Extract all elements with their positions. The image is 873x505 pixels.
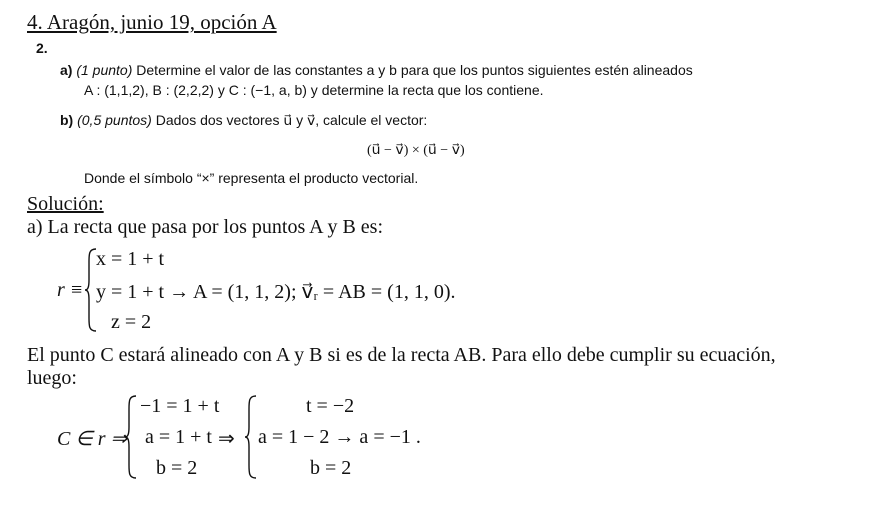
left-brace-icon bbox=[124, 395, 138, 479]
part-b-formula: (u⃗ − v⃗) × (u⃗ − v⃗) bbox=[367, 143, 465, 158]
solution-intro: a) La recta que pasa por los puntos A y B es: bbox=[27, 216, 384, 238]
page-title: 4. Aragón, junio 19, opción A bbox=[27, 10, 277, 34]
system2-left-eq1: −1 = 1 + t bbox=[140, 395, 220, 417]
c-in-r-label: C ∈ r ⇒ bbox=[57, 428, 128, 450]
system2-right-eq1: t = −2 bbox=[306, 395, 355, 417]
left-brace-icon bbox=[244, 395, 258, 479]
part-a-points-list: A : (1,1,2), B : (2,2,2) y C : (−1, a, b) y determine la recta que los contiene. bbox=[84, 82, 544, 98]
system2-right-eq3: b = 2 bbox=[310, 457, 352, 479]
system2-right-eq2: a = 1 − 2 → a = −1 . bbox=[258, 426, 421, 448]
equation-x: x = 1 + t bbox=[96, 248, 165, 270]
problem-number: 2. bbox=[36, 40, 48, 56]
part-a-label: a) bbox=[60, 62, 73, 78]
equation-z: z = 2 bbox=[111, 311, 152, 333]
part-a-statement bbox=[60, 62, 693, 78]
part-b-note: Donde el símbolo “×” representa el producto vectorial. bbox=[84, 170, 419, 186]
equation-y: y = 1 + t → A = (1, 1, 2); v⃗ᵣ = AB = (1, 1, 0). bbox=[96, 281, 456, 303]
part-b-statement bbox=[60, 112, 427, 129]
solution-paragraph-line2: luego: bbox=[27, 367, 77, 389]
system2-left-eq3: b = 2 bbox=[156, 457, 198, 479]
part-b-label: b) bbox=[60, 112, 74, 128]
part-a-text: Determine el valor de las constantes a y b para que los puntos siguientes estén alineados bbox=[136, 62, 693, 78]
solution-heading: Solución: bbox=[27, 193, 104, 215]
part-b-points: (0,5 puntos) bbox=[77, 112, 152, 128]
solution-paragraph-line1: El punto C estará alineado con A y B si es de la recta AB. Para ello debe cumplir su ecuación, bbox=[27, 344, 776, 366]
part-b-text: Dados dos vectores u⃗ y v⃗, calcule el vector: bbox=[155, 112, 428, 128]
system2-left-eq2: a = 1 + t bbox=[145, 426, 212, 448]
implies-arrow: ⇒ bbox=[218, 428, 235, 450]
line-r-label: r ≡ bbox=[57, 279, 84, 301]
part-a-points: (1 punto) bbox=[76, 62, 133, 78]
